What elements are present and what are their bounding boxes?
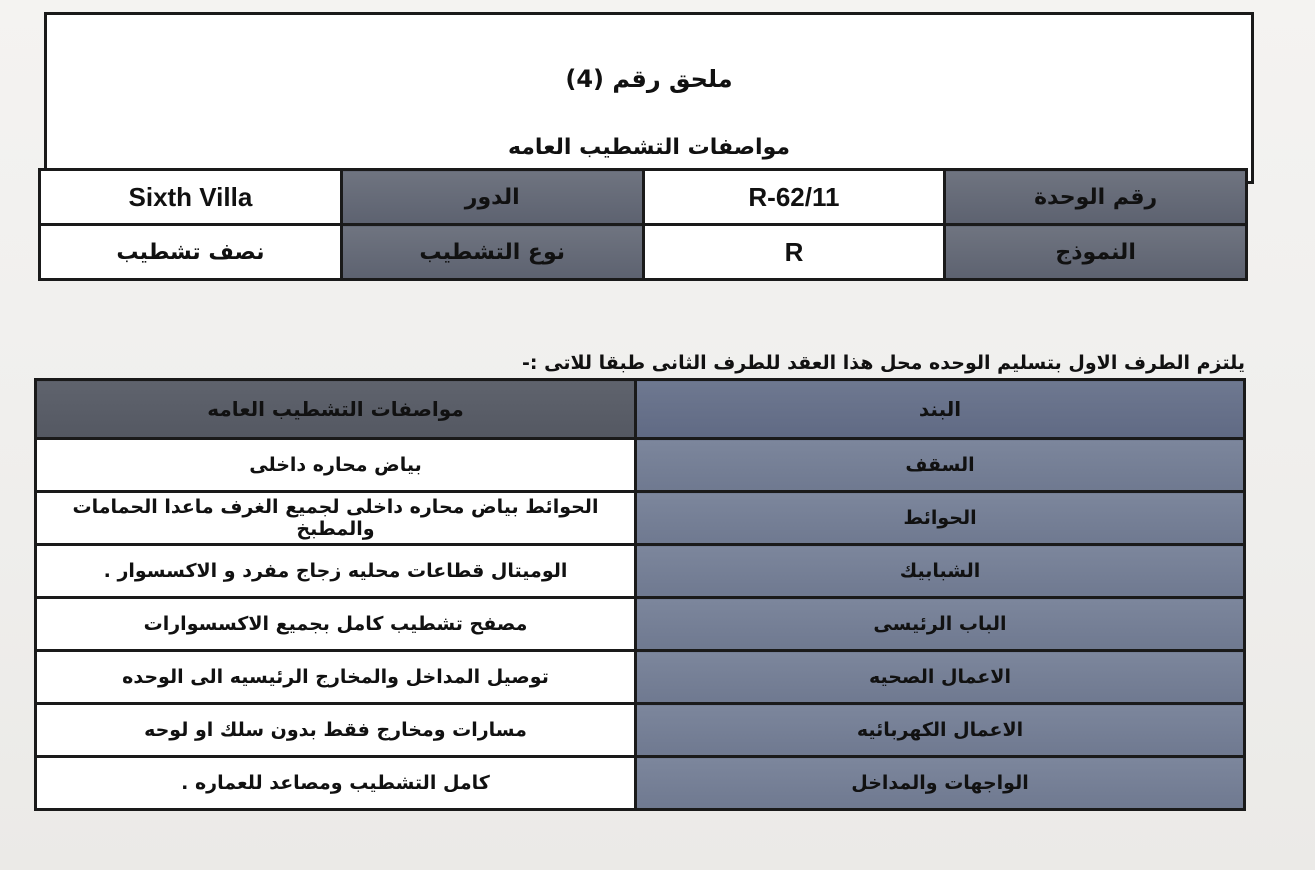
finishing-specs-table [34, 378, 1246, 811]
row-item-facades: الواجهات والمداخل [636, 757, 1245, 810]
table-row [36, 651, 1245, 704]
finishing-type-label: نوع التشطيب [341, 225, 643, 280]
row-item-ceiling: السقف [636, 439, 1245, 492]
table-row [36, 704, 1245, 757]
row-item-plumbing: الاعمال الصحيه [636, 651, 1245, 704]
row-spec-plumbing: توصيل المداخل والمخارج الرئيسيه الى الوحده [36, 651, 636, 704]
row-item-windows: الشبابيك [636, 545, 1245, 598]
unit-info-table [38, 168, 1248, 281]
row-item-walls: الحوائط [636, 492, 1245, 545]
table-row [36, 492, 1245, 545]
row-spec-facades: كامل التشطيب ومصاعد للعماره . [36, 757, 636, 810]
model-value: R [643, 225, 945, 280]
floor-label: الدور [341, 170, 643, 225]
table-row [36, 545, 1245, 598]
finishing-type-value: نصف تشطيب [40, 225, 342, 280]
annex-header-box [44, 12, 1254, 184]
specs-title: مواصفات التشطيب العامه [507, 135, 791, 160]
row-spec-main-door: مصفح تشطيب كامل بجميع الاكسسوارات [36, 598, 636, 651]
column-header-spec: مواصفات التشطيب العامه [36, 380, 636, 439]
annex-title: ملحق رقم (4) [565, 65, 733, 93]
info-row [40, 170, 1247, 225]
table-header-row [36, 380, 1245, 439]
unit-number-label: رقم الوحدة [945, 170, 1247, 225]
floor-value: Sixth Villa [40, 170, 342, 225]
row-spec-ceiling: بياض محاره داخلى [36, 439, 636, 492]
row-item-main-door: الباب الرئيسى [636, 598, 1245, 651]
row-spec-electrical: مسارات ومخارج فقط بدون سلك او لوحه [36, 704, 636, 757]
unit-number-value: 11/R-62 [643, 170, 945, 225]
column-header-item: البند [636, 380, 1245, 439]
table-row [36, 757, 1245, 810]
info-row [40, 225, 1247, 280]
table-row [36, 598, 1245, 651]
table-row [36, 439, 1245, 492]
row-spec-windows: الوميتال قطاعات محليه زجاج مفرد و الاكسسوار . [36, 545, 636, 598]
model-label: النموذج [945, 225, 1247, 280]
row-item-electrical: الاعمال الكهربائيه [636, 704, 1245, 757]
intro-statement: يلتزم الطرف الاول بتسليم الوحده محل هذا العقد للطرف الثانى طبقا للاتى :- [522, 352, 1245, 374]
row-spec-walls: الحوائط بياض محاره داخلى لجميع الغرف ماعدا الحمامات والمطبخ [36, 492, 636, 545]
